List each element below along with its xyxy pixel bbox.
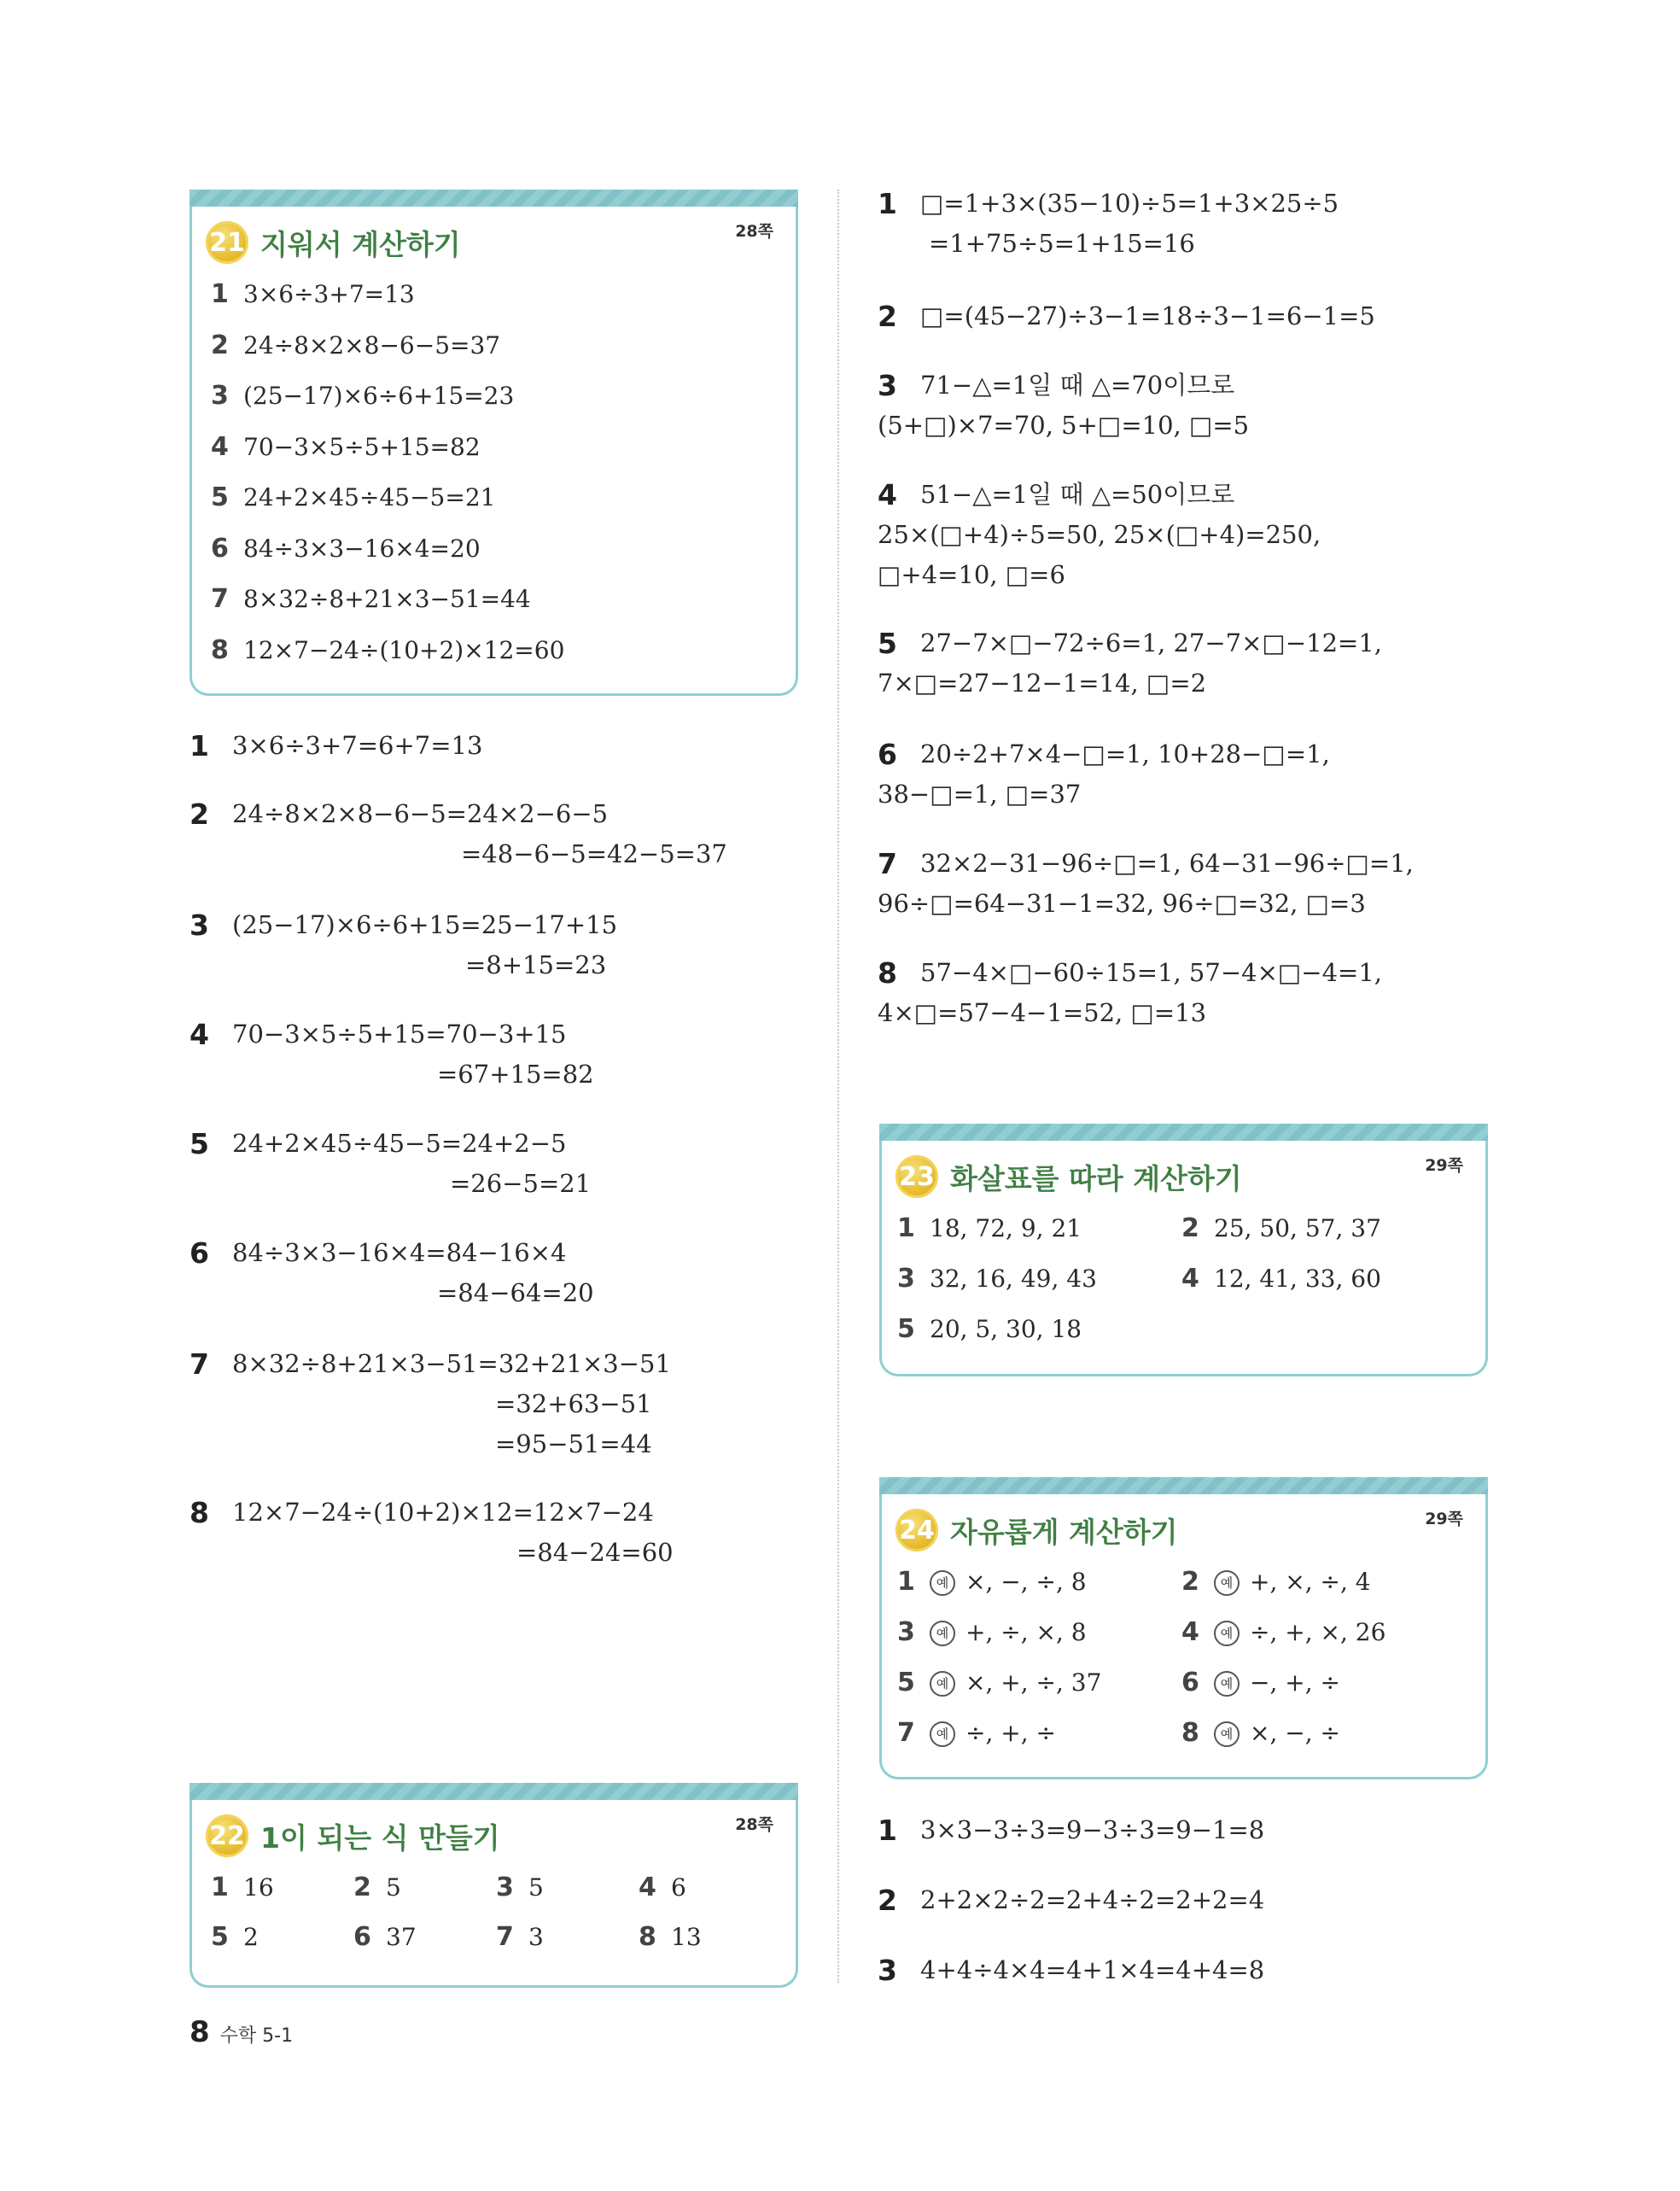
section-number-badge: 22 (206, 1814, 248, 1857)
section-header (206, 1812, 500, 1860)
answer-item (211, 430, 481, 464)
answer-item (496, 1920, 544, 1954)
answer-item (1181, 1262, 1381, 1296)
section-title: 자유롭게 계산하기 (950, 1515, 1178, 1549)
answer-number: 6 (353, 1922, 371, 1952)
answer-text: ÷, +, ÷ (965, 1719, 1056, 1747)
answer-item (353, 1871, 401, 1905)
column-divider (837, 190, 839, 1983)
answer-item (211, 1920, 259, 1954)
answer-text: ×, +, ÷, 37 (965, 1668, 1102, 1697)
section-number-badge: 23 (895, 1155, 938, 1198)
solution-line: 3×6÷3+7=6+7=13 (232, 731, 483, 760)
example-mark: 예 (930, 1671, 955, 1697)
solution-number: 2 (878, 1884, 897, 1917)
answer-item (211, 582, 531, 616)
answer-number: 1 (211, 1873, 229, 1902)
answer-number: 3 (211, 381, 229, 411)
answer-text: 3×6÷3+7=13 (243, 280, 415, 308)
answer-number: 3 (496, 1873, 514, 1902)
section-21-box (190, 190, 798, 696)
solution-line: 24÷8×2×8−6−5=24×2−6−5 (232, 799, 609, 828)
answer-item (1181, 1716, 1340, 1750)
solution-line: =48−6−5=42−5=37 (461, 839, 727, 868)
answer-text: ×, −, ÷, 8 (965, 1568, 1087, 1596)
answer-item (496, 1871, 544, 1905)
solution-line: 24+2×45÷45−5=24+2−5 (232, 1129, 567, 1158)
answer-text: 8×32÷8+21×3−51=44 (243, 585, 531, 613)
section-22-box (190, 1783, 798, 1988)
solution-item (190, 1344, 671, 1464)
section-header-stripe (190, 1783, 798, 1800)
answer-item (211, 1871, 274, 1905)
answer-text: 12, 41, 33, 60 (1214, 1265, 1381, 1293)
solution-line: 3×3−3÷3=9−3÷3=9−1=8 (920, 1815, 1265, 1844)
solution-line: 51−△=1일 때 △=50이므로 (920, 480, 1235, 509)
section-24-box (879, 1477, 1488, 1779)
answer-number: 8 (1181, 1718, 1199, 1748)
solution-number: 1 (878, 1814, 897, 1847)
solution-item (878, 296, 1375, 336)
solution-number: 4 (190, 1018, 209, 1051)
solution-number: 7 (190, 1347, 209, 1381)
solution-item (878, 623, 1382, 704)
answer-item (897, 1262, 1097, 1296)
answer-item (897, 1666, 1101, 1700)
answer-item (897, 1716, 1056, 1750)
solution-line: =84−64=20 (437, 1278, 594, 1307)
example-mark: 예 (1214, 1671, 1240, 1697)
answer-number: 1 (897, 1567, 915, 1597)
solution-number: 1 (878, 187, 897, 220)
answer-number: 5 (211, 482, 229, 512)
solution-line: 8×32÷8+21×3−51=32+21×3−51 (232, 1349, 671, 1378)
solution-line: =84−24=60 (516, 1538, 674, 1567)
answer-item (897, 1565, 1087, 1599)
example-mark: 예 (1214, 1721, 1240, 1747)
solution-line: 96÷□=64−31−1=32, 96÷□=32, □=3 (878, 889, 1366, 918)
solution-item (878, 1950, 1264, 1990)
answer-number: 2 (211, 330, 229, 360)
solution-line: =8+15=23 (465, 950, 607, 979)
answer-number: 3 (897, 1264, 915, 1294)
section-number-badge: 24 (895, 1509, 938, 1551)
page-reference: 28쪽 (735, 222, 773, 241)
solution-number: 4 (878, 478, 897, 511)
answer-number: 7 (496, 1922, 514, 1952)
page-footer (190, 2015, 293, 2049)
section-23-box (879, 1124, 1488, 1376)
solution-line: (25−17)×6÷6+15=25−17+15 (232, 910, 618, 939)
answer-number: 5 (211, 1922, 229, 1952)
solution-line: 20÷2+7×4−□=1, 10+28−□=1, (920, 739, 1330, 768)
answer-text: 70−3×5÷5+15=82 (243, 432, 481, 461)
solution-item (190, 1124, 591, 1204)
answer-text: (25−17)×6÷6+15=23 (243, 382, 515, 410)
solution-item (878, 953, 1382, 1033)
solution-number: 8 (190, 1496, 209, 1529)
section-header-stripe (190, 190, 798, 207)
answer-item (211, 278, 415, 312)
section-header-stripe (879, 1477, 1488, 1494)
solution-item (190, 1233, 594, 1313)
page-reference: 29쪽 (1425, 1510, 1463, 1528)
solution-line: =67+15=82 (437, 1060, 594, 1089)
page-reference: 28쪽 (735, 1815, 773, 1834)
solution-line: =26−5=21 (450, 1169, 592, 1198)
solution-item (190, 1493, 674, 1573)
solution-line: =32+63−51 (495, 1389, 652, 1418)
solution-line: 2+2×2÷2=2+4÷2=2+2=4 (920, 1885, 1265, 1914)
solution-line: 7×□=27−12−1=14, □=2 (878, 669, 1207, 698)
solution-line: □+4=10, □=6 (878, 560, 1065, 589)
answer-item (1181, 1565, 1371, 1599)
answer-item (1181, 1666, 1340, 1700)
example-mark: 예 (930, 1570, 955, 1596)
answer-number: 4 (1181, 1617, 1199, 1647)
answer-text: 5 (528, 1873, 544, 1902)
section-header (895, 1153, 1242, 1201)
answer-text: 3 (528, 1923, 544, 1951)
answer-item (1181, 1615, 1385, 1650)
section-title: 지워서 계산하기 (260, 227, 461, 261)
example-mark: 예 (930, 1721, 955, 1747)
solution-line: 38−□=1, □=37 (878, 780, 1082, 809)
solution-number: 8 (878, 956, 897, 990)
answer-text: 13 (671, 1923, 702, 1951)
section-header (206, 219, 461, 266)
solution-line: 57−4×□−60÷15=1, 57−4×□−4=1, (920, 958, 1383, 987)
answer-number: 3 (897, 1617, 915, 1647)
solution-line: 12×7−24÷(10+2)×12=12×7−24 (232, 1498, 654, 1527)
solution-line: □=(45−27)÷3−1=18÷3−1=6−1=5 (920, 301, 1375, 330)
solution-number: 6 (878, 738, 897, 771)
example-mark: 예 (1214, 1621, 1240, 1646)
solution-item (878, 475, 1321, 595)
answer-text: −, +, ÷ (1250, 1668, 1340, 1697)
solution-number: 5 (878, 627, 897, 660)
answer-item (211, 329, 500, 363)
solution-line: 71−△=1일 때 △=70이므로 (920, 371, 1235, 400)
answer-number: 2 (1181, 1213, 1199, 1243)
solution-item (878, 1880, 1264, 1920)
solution-item (878, 844, 1414, 924)
answer-number: 6 (211, 533, 229, 564)
section-header-stripe (879, 1124, 1488, 1141)
answer-number: 4 (211, 431, 229, 462)
answer-item (211, 634, 564, 668)
answer-number: 4 (1181, 1264, 1199, 1294)
answer-text: +, ÷, ×, 8 (965, 1618, 1087, 1646)
answer-text: 12×7−24÷(10+2)×12=60 (243, 635, 565, 664)
solution-line: □=1+3×(35−10)÷5=1+3×25÷5 (920, 189, 1339, 218)
answer-item (639, 1871, 686, 1905)
solution-line: 4+4÷4×4=4+1×4=4+4=8 (920, 1955, 1265, 1984)
answer-item (211, 532, 481, 566)
solution-number: 3 (878, 1954, 897, 1987)
solution-line: 32×2−31−96÷□=1, 64−31−96÷□=1, (920, 849, 1414, 878)
answer-text: 25, 50, 57, 37 (1214, 1214, 1381, 1242)
answer-item (897, 1312, 1082, 1347)
solution-number: 6 (190, 1236, 209, 1270)
solution-item (190, 905, 617, 985)
solution-number: 2 (190, 798, 209, 831)
answer-text: 84÷3×3−16×4=20 (243, 534, 481, 563)
answer-text: 2 (243, 1923, 259, 1951)
solution-number: 7 (878, 847, 897, 880)
answer-text: 5 (386, 1873, 401, 1902)
solution-item (878, 734, 1330, 815)
answer-number: 1 (897, 1213, 915, 1243)
solution-item (190, 794, 727, 874)
solution-line: 84÷3×3−16×4=84−16×4 (232, 1238, 567, 1267)
section-header (895, 1506, 1178, 1554)
example-mark: 예 (1214, 1570, 1240, 1596)
solution-number: 1 (190, 729, 209, 762)
answer-item (353, 1920, 417, 1954)
answer-text: ×, −, ÷ (1250, 1719, 1340, 1747)
example-mark: 예 (930, 1621, 955, 1646)
answer-number: 8 (639, 1922, 656, 1952)
answer-item (211, 379, 514, 413)
answer-text: ÷, +, ×, 26 (1250, 1618, 1386, 1646)
solution-line: 25×(□+4)÷5=50, 25×(□+4)=250, (878, 520, 1321, 549)
solution-line: =1+75÷5=1+15=16 (929, 229, 1195, 258)
answer-text: 24÷8×2×8−6−5=37 (243, 330, 501, 359)
answer-item (1181, 1212, 1381, 1246)
answer-item (897, 1212, 1082, 1246)
page-reference: 29쪽 (1425, 1156, 1463, 1175)
solution-item (878, 1810, 1264, 1850)
solution-line: 70−3×5÷5+15=70−3+15 (232, 1020, 567, 1049)
answer-number: 5 (897, 1314, 915, 1344)
answer-number: 2 (1181, 1567, 1199, 1597)
answer-number: 5 (897, 1668, 915, 1697)
solution-line: 27−7×□−72÷6=1, 27−7×□−12=1, (920, 628, 1383, 657)
answer-number: 1 (211, 279, 229, 309)
solution-number: 5 (190, 1127, 209, 1160)
answer-number: 7 (211, 584, 229, 614)
answer-item (639, 1920, 702, 1954)
section-number-badge: 21 (206, 221, 248, 264)
answer-item (211, 481, 495, 515)
section-title: 화살표를 따라 계산하기 (950, 1161, 1242, 1195)
solution-line: 4×□=57−4−1=52, □=13 (878, 998, 1207, 1027)
solution-line: (5+□)×7=70, 5+□=10, □=5 (878, 411, 1250, 440)
answer-text: 6 (671, 1873, 686, 1902)
page-number: 8 (190, 2015, 210, 2049)
book-subject: 수학 5-1 (219, 2025, 294, 2047)
answer-number: 2 (353, 1873, 371, 1902)
answer-text: 20, 5, 30, 18 (930, 1315, 1082, 1343)
solution-item (190, 1014, 594, 1095)
answer-text: 32, 16, 49, 43 (930, 1265, 1097, 1293)
section-title: 1이 되는 식 만들기 (260, 1820, 500, 1855)
answer-text: 37 (386, 1923, 417, 1951)
solution-line: =95−51=44 (495, 1429, 652, 1458)
solution-item (190, 726, 482, 766)
solution-number: 2 (878, 300, 897, 333)
answer-number: 4 (639, 1873, 656, 1902)
answer-number: 7 (897, 1718, 915, 1748)
solution-item (878, 365, 1249, 446)
solution-item (878, 184, 1339, 264)
answer-number: 8 (211, 634, 229, 665)
answer-text: +, ×, ÷, 4 (1250, 1568, 1371, 1596)
solution-number: 3 (190, 909, 209, 942)
solution-number: 3 (878, 369, 897, 402)
answer-text: 24+2×45÷45−5=21 (243, 483, 496, 511)
answer-text: 16 (243, 1873, 274, 1902)
answer-item (897, 1615, 1087, 1650)
answer-number: 6 (1181, 1668, 1199, 1697)
answer-text: 18, 72, 9, 21 (930, 1214, 1082, 1242)
